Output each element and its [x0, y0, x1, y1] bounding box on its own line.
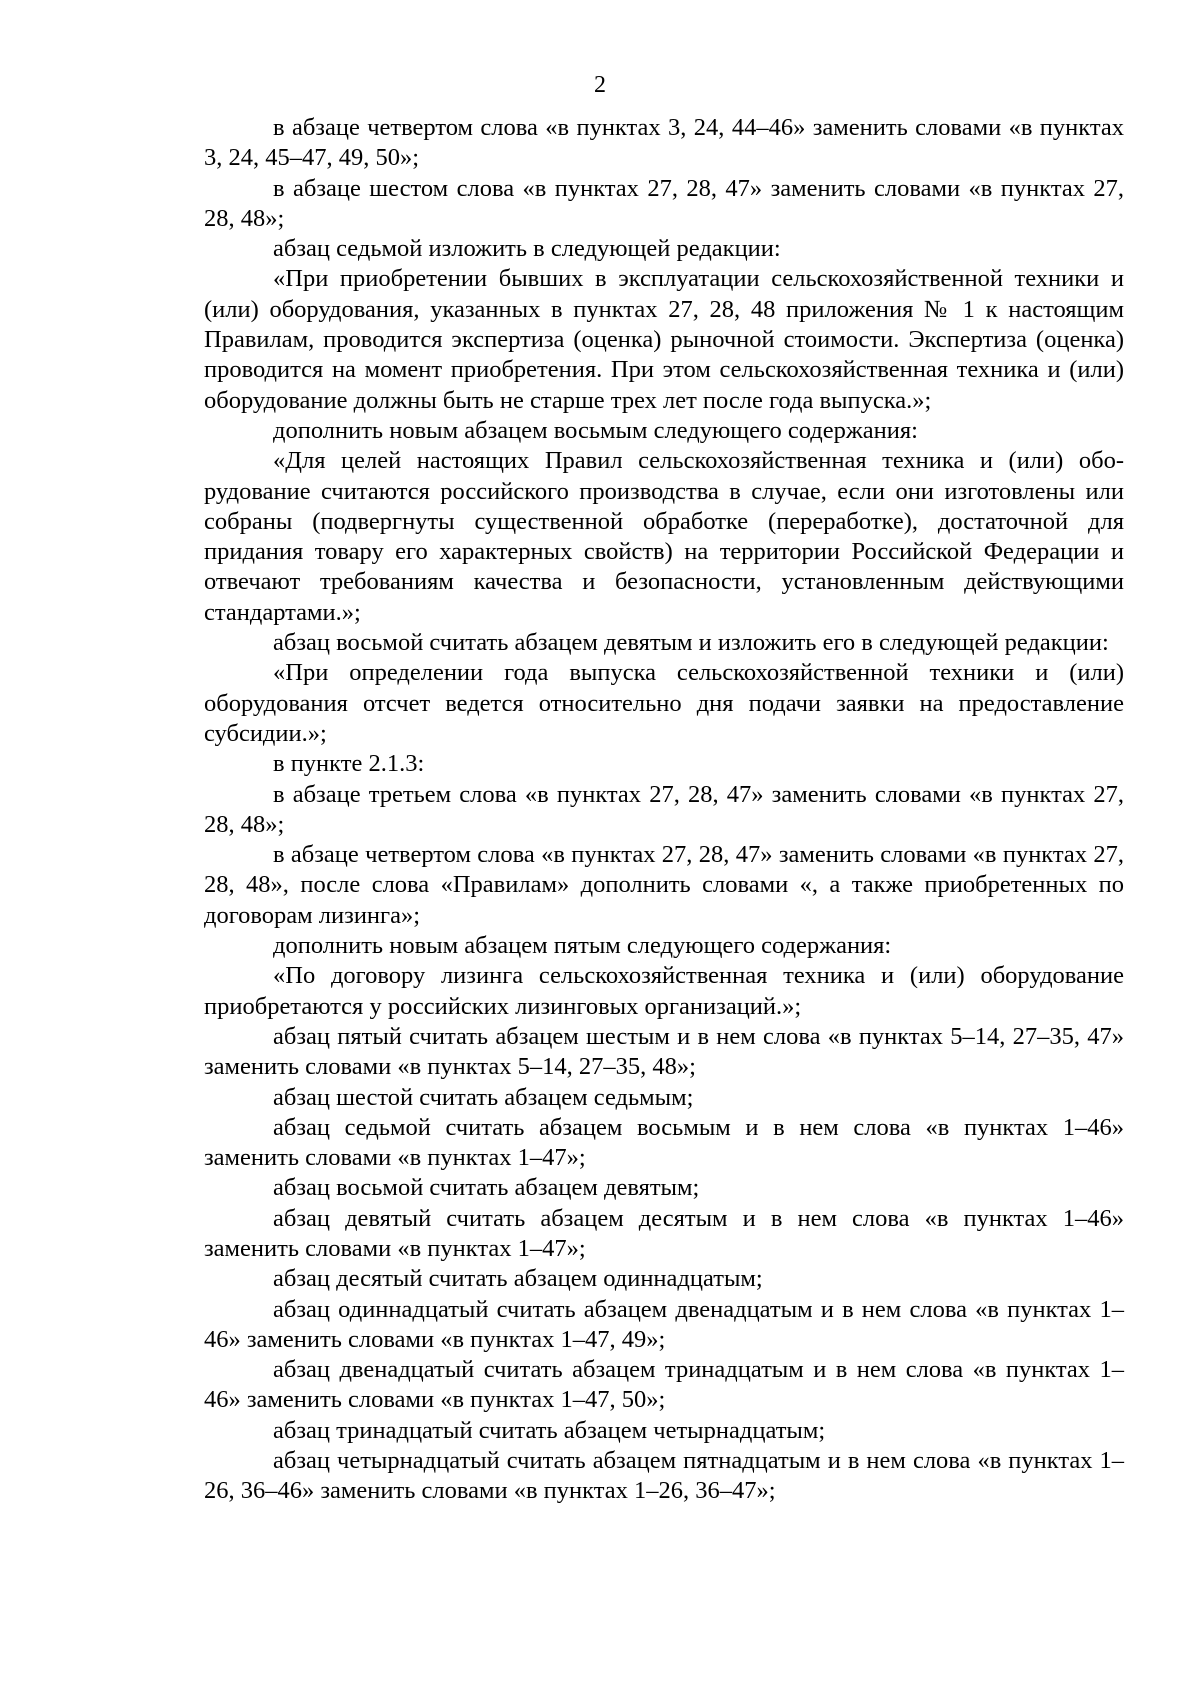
paragraph: в абзаце четвертом слова «в пунктах 3, 24, 44–46» заменить словами «в пунктах 3, 24, 45–47, 49, 50»;: [204, 114, 1124, 172]
paragraph: в абзаце четвертом слова «в пунктах 27, 28, 47» заменить словами «в пунктах 27, 28, 48», после слова «Правилам» дополнить словами «, а также приобретенных по договорам лизинга»;: [204, 841, 1124, 929]
paragraph: дополнить новым абзацем пятым следующего содержания:: [273, 932, 892, 960]
paragraph: «Для целей настоящих Правил сельскохозяйственная техника и (или) оборудование считаются российского производства в случае, если они изготовлены или собраны (подвергнуты существенной обработке (переработке), достаточной для придания товару его характерных свойств) на территории Российской Федерации и отвечают требованиям качества и безопасности, установленным действующими стандартами.»;: [204, 447, 1124, 626]
paragraph: абзац двенадцатый считать абзацем тринадцатым и в нем слова «в пунктах 1–46» заменить словами «в пунктах 1–47, 50»;: [204, 1356, 1124, 1414]
page-number: 2: [594, 72, 606, 98]
paragraph: «При приобретении бывших в эксплуатации сельскохозяйственной техники и (или) оборудования, указанных в пунктах 27, 28, 48 приложения № 1 к настоящим Правилам, проводится экспертиза (оценка) рыночной стоимости. Экспертиза (оценка) проводится на момент приобретения. При этом сельскохозяйственная техника и (или) оборудование должны быть не старше трех лет после года выпуска.»;: [204, 265, 1124, 414]
paragraph: дополнить новым абзацем восьмым следующего содержания:: [273, 416, 918, 444]
paragraph: в абзаце третьем слова «в пунктах 27, 28, 47» заменить словами «в пунктах 27, 28, 48»;: [204, 780, 1124, 838]
paragraph: абзац десятый считать абзацем одиннадцатым;: [273, 1265, 763, 1293]
paragraph: абзац шестой считать абзацем седьмым;: [273, 1083, 694, 1111]
paragraph: в пункте 2.1.3:: [273, 750, 425, 778]
document-body: [204, 113, 1124, 1507]
paragraph: абзац седьмой изложить в следующей редакции:: [273, 235, 781, 263]
paragraph: абзац тринадцатый считать абзацем четырнадцатым;: [273, 1416, 826, 1444]
paragraph: «По договору лизинга сельскохозяйственная техника и (или) оборудование приобретаются у российских лизинговых организаций.»;: [204, 962, 1124, 1020]
paragraph: абзац пятый считать абзацем шестым и в нем слова «в пунктах 5–14, 27–35, 47» заменить словами «в пунктах 5–14, 27–35, 48»;: [204, 1022, 1124, 1081]
paragraph: абзац четырнадцатый считать абзацем пятнадцатым и в нем слова «в пунктах 1–26, 36–46» заменить словами «в пунктах 1–26, 36–47»;: [204, 1447, 1124, 1505]
paragraph: абзац седьмой считать абзацем восьмым и в нем слова «в пунктах 1–46» заменить словами «в пунктах 1–47»;: [204, 1113, 1124, 1172]
paragraph: абзац девятый считать абзацем десятым и в нем слова «в пунктах 1–46» заменить словами «в пунктах 1–47»;: [204, 1204, 1124, 1262]
paragraph: абзац одиннадцатый считать абзацем двенадцатым и в нем слова «в пунктах 1–46» заменить словами «в пунктах 1–47, 49»;: [204, 1295, 1124, 1353]
paragraph: абзац восьмой считать абзацем девятым и изложить его в следующей редакции:: [273, 629, 1109, 657]
paragraph: «При определении года выпуска сельскохозяйственной техники и (или) оборудования отсчет ведется относительно дня подачи заявки на предоставление субсидии.»;: [204, 659, 1124, 747]
paragraph: в абзаце шестом слова «в пунктах 27, 28, 47» заменить словами «в пунктах 27, 28, 48»;: [204, 174, 1124, 232]
paragraph: абзац восьмой считать абзацем девятым;: [273, 1174, 700, 1202]
